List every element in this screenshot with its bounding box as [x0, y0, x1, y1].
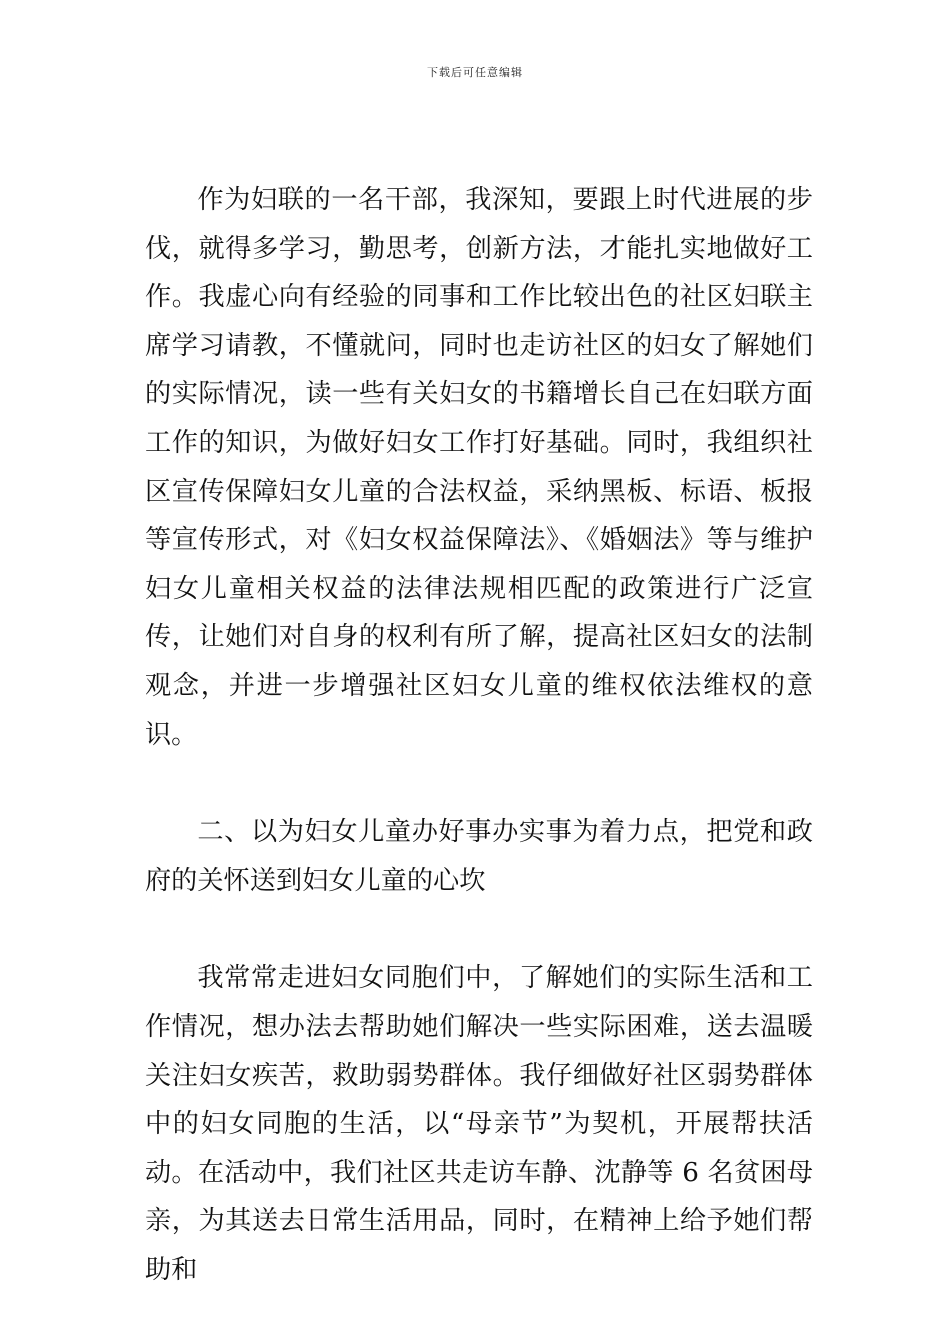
body-paragraph: 我常常走进妇女同胞们中，了解她们的实际生活和工作情况，想办法去帮助她们解决一些实际困难，送去温暖关注妇女疾苦，救助弱势群体。我仔细做好社区弱势群体中的妇女同胞的生活，以“母亲节”为契机，开展帮扶活动。在活动中，我们社区共走访车静、沈静等 6 名贫困母亲，为其送去日常生活用品，同时，在精神上给予她们帮助和 [145, 963, 813, 1285]
body-paragraph: 作为妇联的一名干部，我深知，要跟上时代进展的步伐，就得多学习，勤思考，创新方法，才能扎实地做好工作。我虚心向有经验的同事和工作比较出色的社区妇联主席学习请教，不懂就问，同时也走访社区的妇女了解她们的实际情况，读一些有关妇女的书籍增长自己在妇联方面工作的知识，为做好妇女工作打好基础。同时，我组织社区宣传保障妇女儿童的合法权益，采纳黑板、标语、板报等宣传形式，对《妇女权益保障法》、《婚姻法》等与维护妇女儿童相关权益的法律法规相匹配的政策进行广泛宣传，让她们对自身的权利有所了解，提高社区妇女的法制观念，并进一步增强社区妇女儿童的维权依法维权的意识。 [145, 185, 813, 750]
document-body [145, 176, 813, 1294]
page-header: 下载后可任意编辑 [427, 66, 523, 79]
section-heading: 二、以为妇女儿童办好事办实事为着力点，把党和政府的关怀送到妇女儿童的心坎 [145, 817, 813, 896]
